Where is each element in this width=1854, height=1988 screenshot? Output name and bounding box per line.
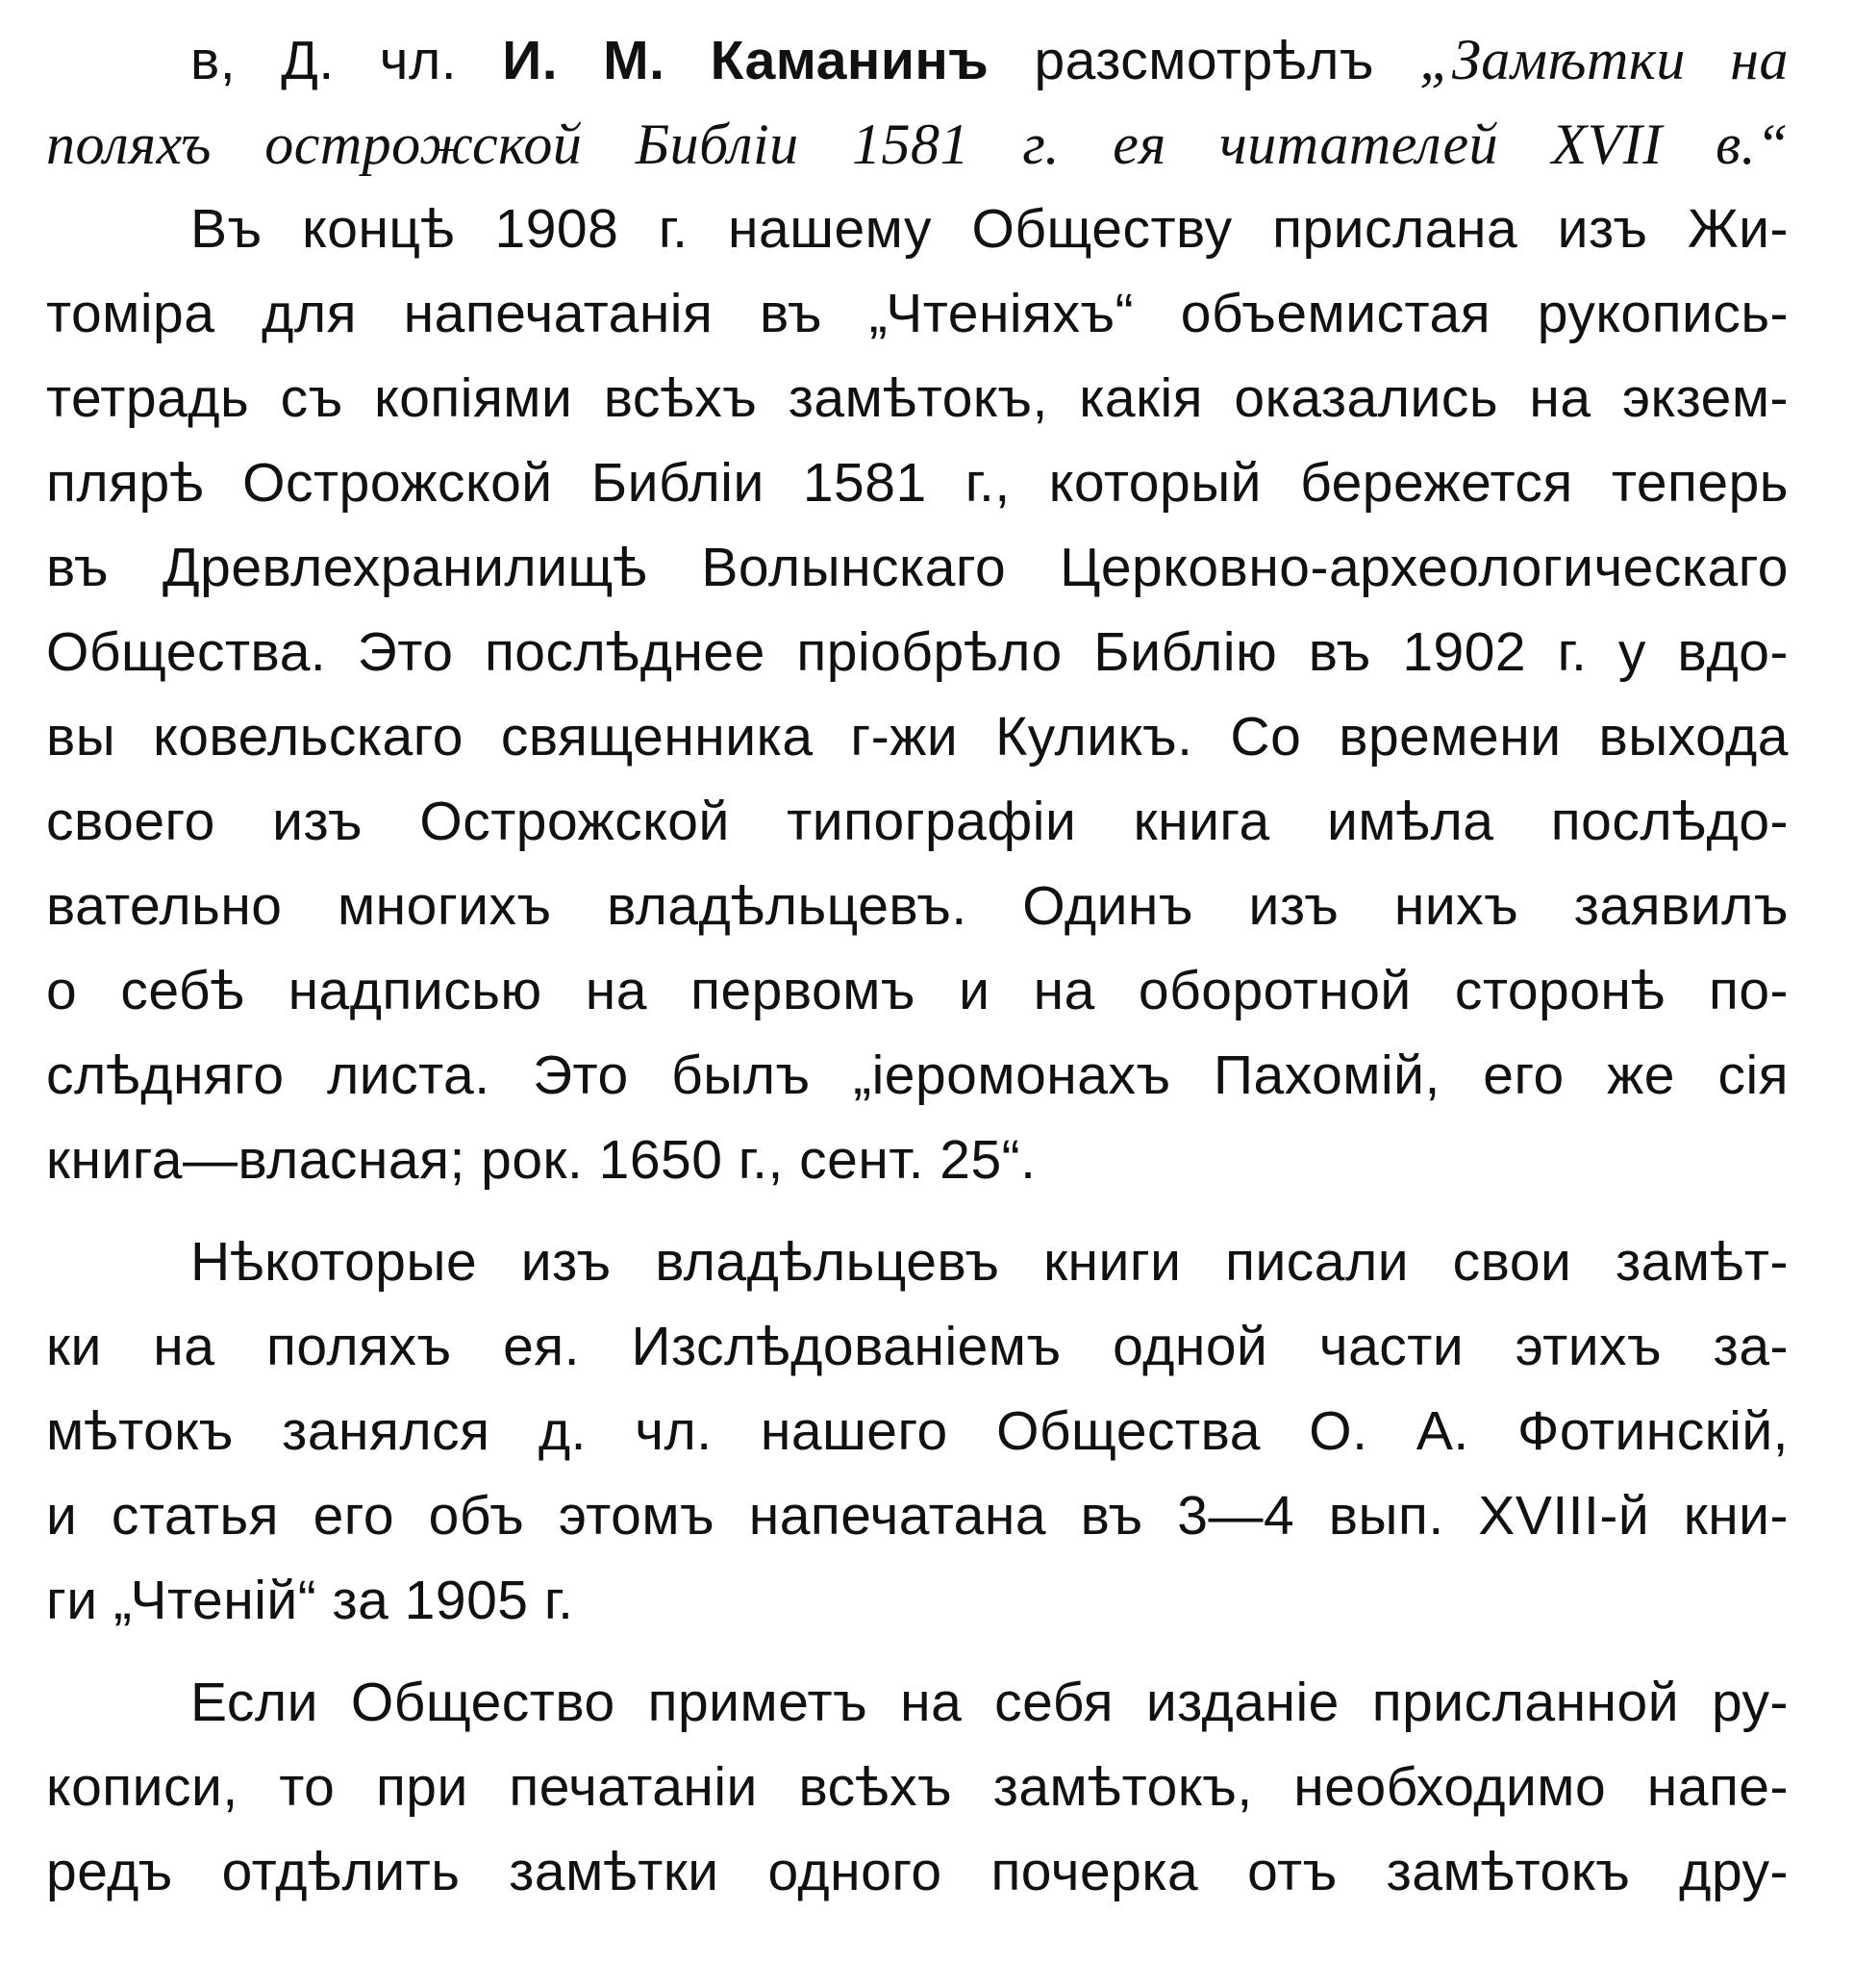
header-prefix: в, Д. чл. (190, 30, 458, 91)
paragraph-2 (46, 1220, 1789, 1643)
text-line: томіра для напечатанія въ „Чтеніяхъ“ объемистая рукопись- (46, 283, 1789, 344)
document-page (46, 17, 1789, 1914)
text-line: Нѣкоторые изъ владѣльцевъ книги писали свои замѣт- (190, 1231, 1789, 1293)
text-line: вы ковельскаго священника г-жи Куликъ. Со времени выхода (46, 706, 1789, 768)
text-line: Въ концѣ 1908 г. нашему Обществу прислана изъ Жи- (190, 198, 1789, 260)
text-line: слѣдняго листа. Это былъ „іеромонахъ Пахомій, его же сія (46, 1044, 1789, 1106)
header-title-part1: „Замѣтки на (1419, 28, 1789, 91)
paragraph-3 (46, 1660, 1789, 1914)
text-line: въ Древлехранилищѣ Волынскаго Церковно-археологическаго (46, 537, 1789, 598)
text-line: о себѣ надписью на первомъ и на оборотной сторонѣ по- (46, 960, 1789, 1021)
text-line: плярѣ Острожской Библіи 1581 г., который бережется теперь (46, 452, 1789, 514)
text-line: книга—власная; рок. 1650 г., сент. 25“. (46, 1129, 1037, 1191)
text-line: кописи, то при печатаніи всѣхъ замѣтокъ, необходимо напе- (46, 1756, 1789, 1818)
text-line: и статья его объ этомъ напечатана въ 3—4 вып. XVIII-й кни- (46, 1485, 1789, 1547)
text-line: мѣтокъ занялся д. чл. нашего Общества О. А. Фотинскій, (46, 1400, 1789, 1462)
text-line: редъ отдѣлить замѣтки одного почерка отъ замѣтокъ дру- (46, 1841, 1789, 1902)
text-line: ки на поляхъ ея. Изслѣдованіемъ одной части этихъ за- (46, 1316, 1789, 1377)
text-line: ги „Чтеній“ за 1905 г. (46, 1570, 574, 1631)
header-line-1 (46, 17, 1789, 102)
text-line: Общества. Это послѣднее пріобрѣло Библію въ 1902 г. у вдо- (46, 621, 1789, 683)
text-line: тетрадь съ копіями всѣхъ замѣтокъ, какія оказались на экзем- (46, 367, 1789, 429)
header-title-part2: поляхъ острожской Библіи 1581 г. ея читателей XVII в.“ (46, 113, 1789, 176)
text-line: Если Общество приметъ на себя изданіе присланной ру- (190, 1672, 1789, 1733)
text-line: вательно многихъ владѣльцевъ. Одинъ изъ нихъ заявилъ (46, 875, 1789, 937)
paragraph-1 (46, 187, 1789, 1202)
header-author: И. М. Каманинъ (502, 30, 990, 91)
text-line: своего изъ Острожской типографіи книга имѣла послѣдо- (46, 791, 1789, 852)
header-verb: разсмотрѣлъ (1034, 30, 1374, 91)
header-line-2 (46, 102, 1789, 187)
